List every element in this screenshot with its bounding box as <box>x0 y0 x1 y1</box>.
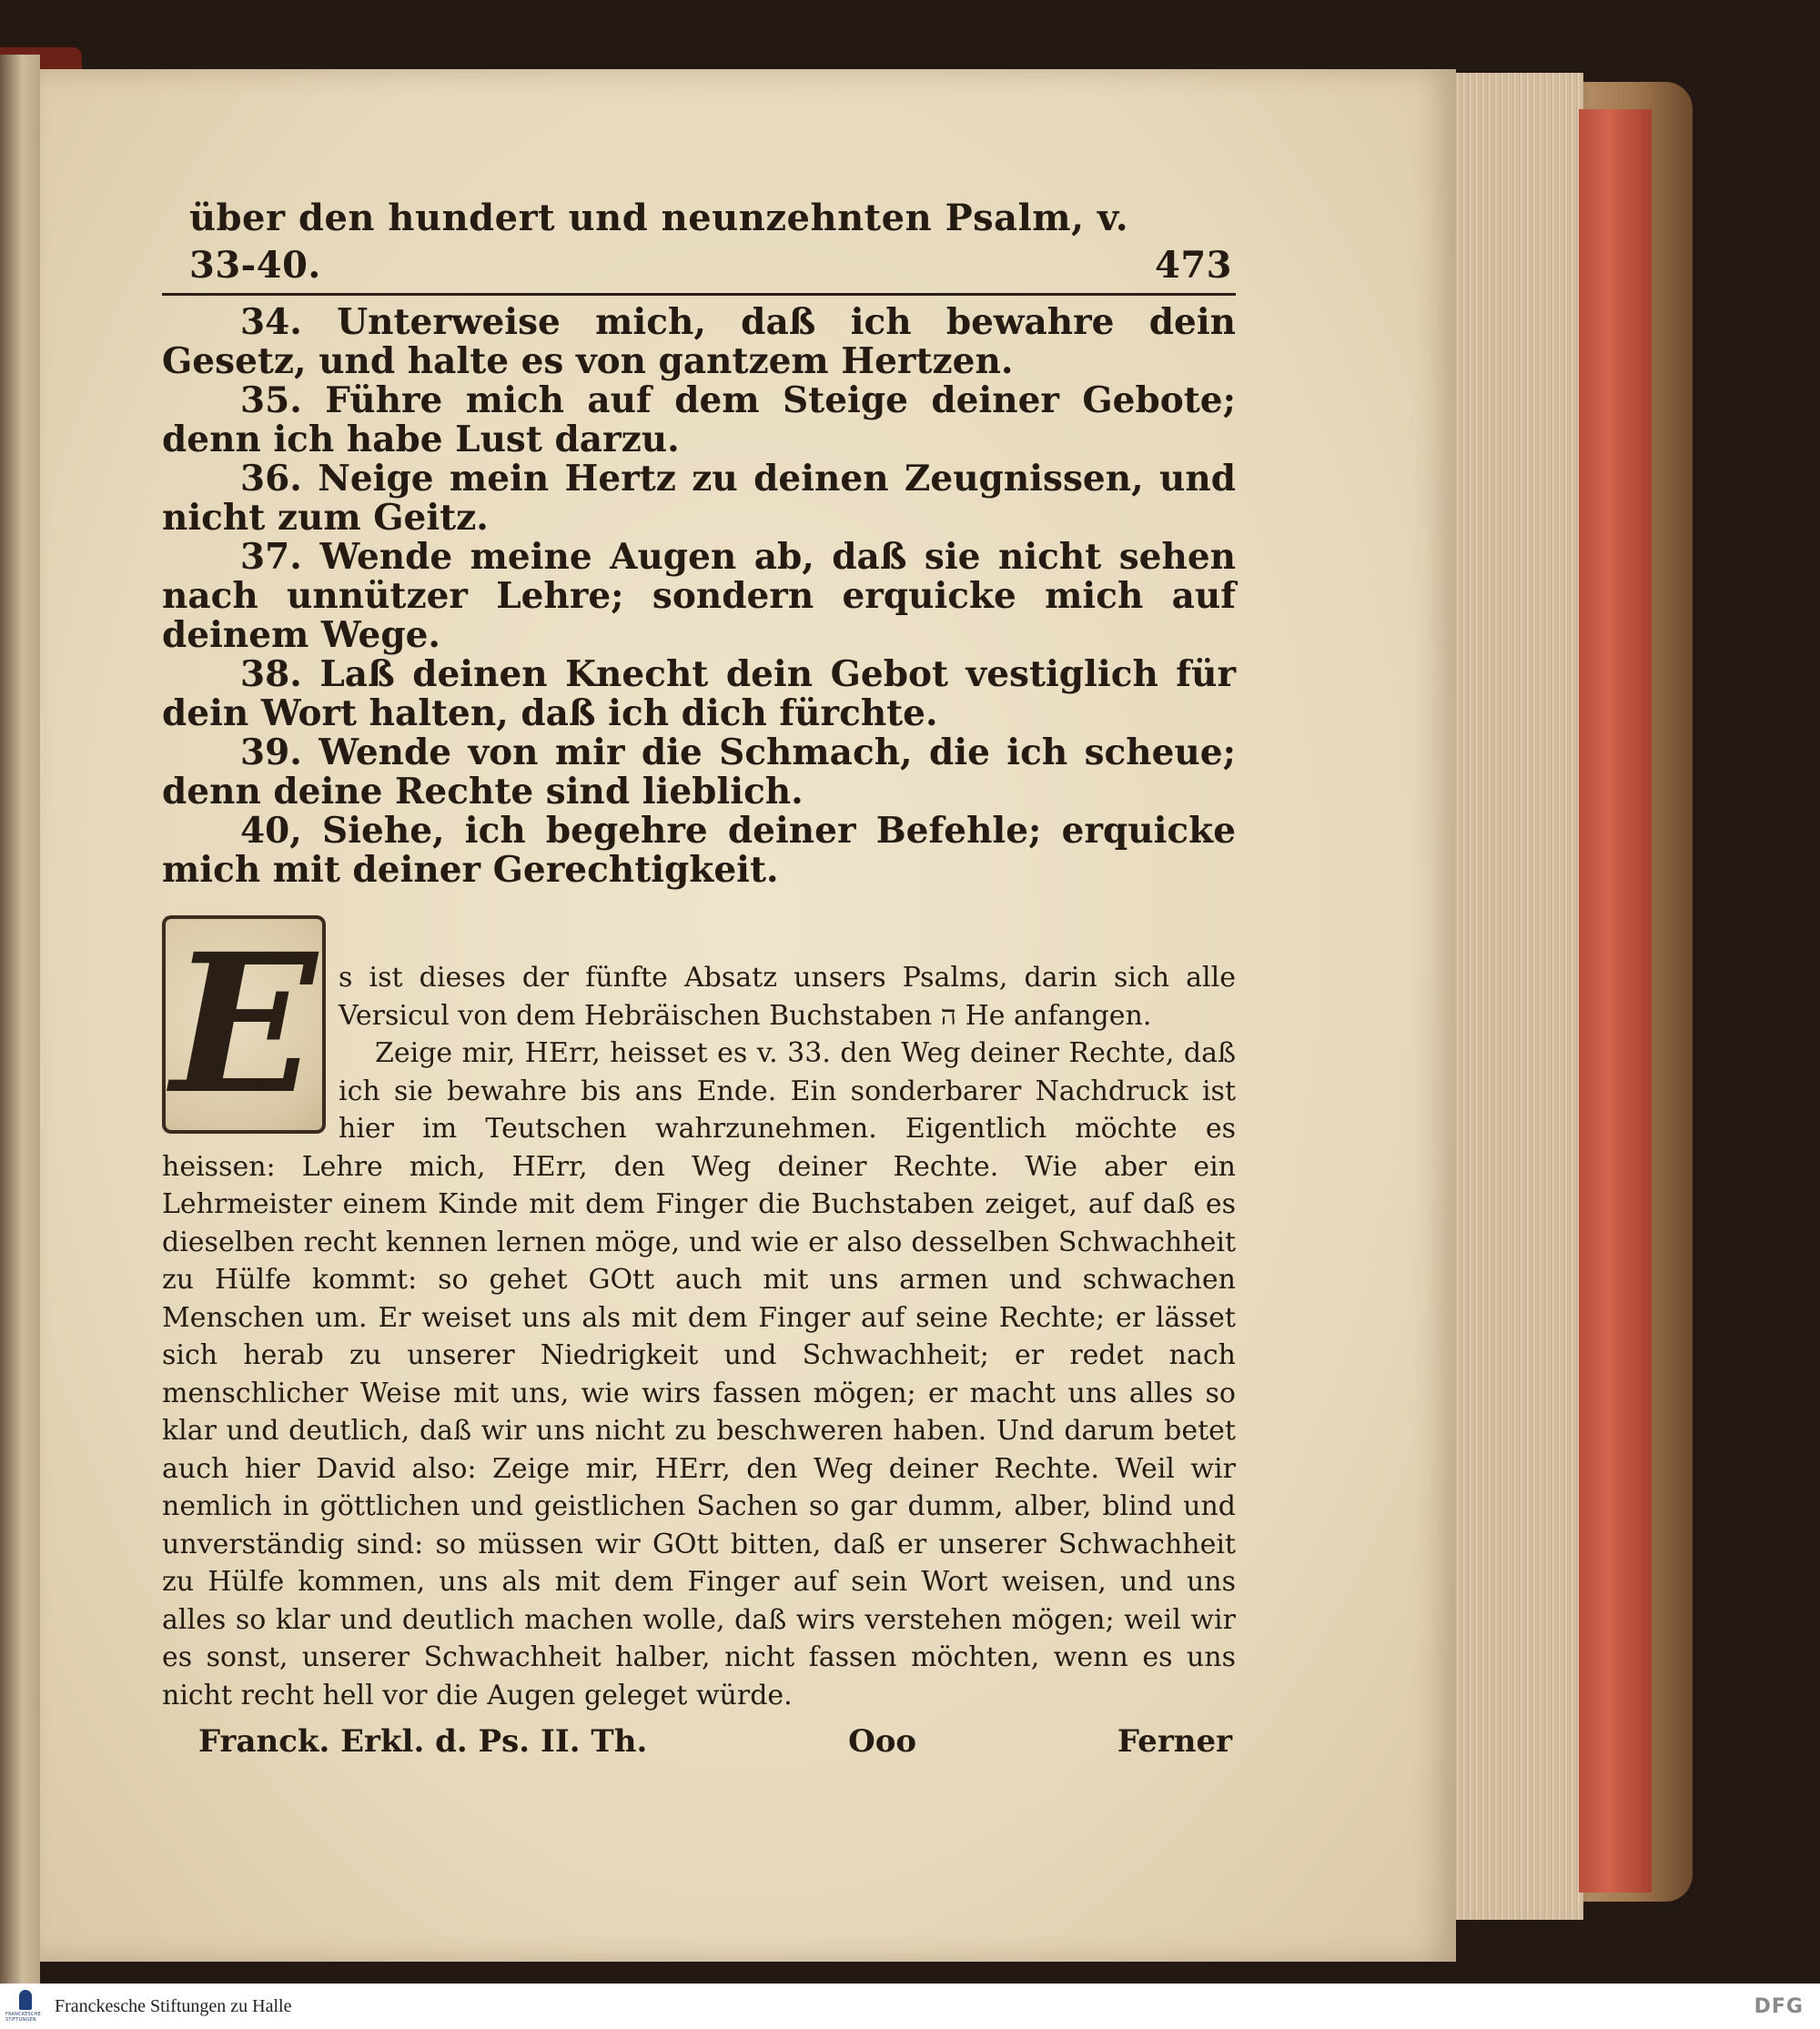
verse-text: Wende von mir die Schmach, die ich scheue; denn deine Rechte sind lieblich. <box>162 732 1236 813</box>
signature-line: Franck. Erkl. d. Ps. II. Th. <box>198 1723 648 1760</box>
running-head <box>162 197 1236 296</box>
commentary-paragraph-2: Zeige mir, HErr, heisset es v. 33. den Weg deiner Rechte, daß ich sie bewahre bis ans Ende. Ein sonderbarer Nachdruck ist hier im Teutschen wahrzunehmen. Eigentlich möchte es heissen: Lehre mich, HErr, den Weg deiner Rechte. Wie aber ein Lehrmeister einem Kinde mit dem Finger die Buchstaben zeiget, auf daß es dieselben recht kennen lernen möge, und wie er also desselben Schwachheit zu Hülfe kommt: so gehet GOtt auch mit uns armen und schwachen Menschen um. Er weiset uns als mit dem Finger auf seine Rechte; er lässet sich herab zu unserer Niedrigkeit und Schwachheit; er redet nach menschlicher Weise mit uns, wie wirs fassen mögen; er macht uns alles so klar und deutlich, daß wir uns nicht zu beschweren haben. Und darum betet auch hier David also: Zeige mir, HErr, den Weg deiner Rechte. Weil wir nemlich in göttlichen und geistlichen Sachen so gar dumm, alber, blind und unverständig sind: so müssen wir GOtt bitten, daß er unserer Schwachheit zu Hülfe kommen, uns als mit dem Finger auf sein Wort weisen, und uns alles so klar und deutlich machen wolle, daß wirs verstehen mögen; weil wir es sonst, unserer Schwachheit halber, nicht fassen möchten, wenn es uns nicht recht hell vor die Augen geleget würde. <box>162 1037 1236 1711</box>
catchword: Ferner <box>1117 1723 1232 1760</box>
initial-letter: E <box>170 912 318 1136</box>
red-page-edge <box>1579 109 1652 1893</box>
verse-text: Unterweise mich, daß ich bewahre dein Gesetz, und halte es von gantzem Hertzen. <box>162 301 1236 382</box>
verse-number: 35. <box>240 379 302 421</box>
verse-40 <box>162 812 1236 890</box>
verse-text: Laß deinen Knecht dein Gebot vestiglich für dein Wort halten, daß ich dich fürchte. <box>162 653 1236 734</box>
logo-icon <box>19 1990 32 2010</box>
verse-35 <box>162 381 1236 459</box>
logo-text: FRANCKESCHE STIFTUNGEN <box>5 2012 42 2023</box>
footer-bar <box>0 1984 1820 2029</box>
verse-37 <box>162 538 1236 655</box>
verse-number: 37. <box>240 536 302 578</box>
book-page <box>40 69 1456 1962</box>
dfg-logo[interactable]: DFG <box>1754 1994 1804 2018</box>
institution-logo[interactable] <box>5 1986 46 2026</box>
verse-number: 39. <box>240 732 302 773</box>
commentary <box>162 912 1236 1716</box>
verse-number: 38. <box>240 653 302 695</box>
gathering-mark: Ooo <box>848 1723 917 1760</box>
decorated-initial <box>162 912 326 1136</box>
verse-text: Führe mich auf dem Steige deiner Gebote; denn ich habe Lust darzu. <box>162 379 1237 460</box>
page-stack-edges <box>1447 73 1583 1920</box>
verse-text: Neige mein Hertz zu deinen Zeugnissen, und nicht zum Geitz. <box>162 458 1236 539</box>
verse-text: Wende meine Augen ab, daß sie nicht sehen nach unnützer Lehre; sondern erquicke mich auf deinem Wege. <box>162 536 1236 656</box>
verse-number: 36. <box>240 458 302 500</box>
verse-39 <box>162 733 1236 812</box>
text-block <box>162 197 1237 1760</box>
running-head-title: über den hundert und neunzehnten Psalm, v. 33-40. <box>189 197 1129 287</box>
catchline <box>162 1723 1236 1760</box>
verse-36 <box>162 459 1236 538</box>
verse-number: 40, <box>240 810 302 852</box>
commentary-paragraph-1: s ist dieses der fünfte Absatz unsers Psalms, darin sich alle Versicul von dem Hebräischen Buchstaben ה He anfangen. <box>339 962 1236 1032</box>
verse-text: Siehe, ich begehre deiner Befehle; erquicke mich mit deiner Gerechtigkeit. <box>162 810 1237 891</box>
verse-38 <box>162 655 1236 733</box>
left-page-edge <box>0 55 40 1984</box>
verse-number: 34. <box>240 301 302 343</box>
verse-34 <box>162 303 1236 381</box>
institution-name[interactable]: Franckesche Stiftungen zu Halle <box>55 1995 292 2016</box>
page-number: 473 <box>1155 244 1232 287</box>
